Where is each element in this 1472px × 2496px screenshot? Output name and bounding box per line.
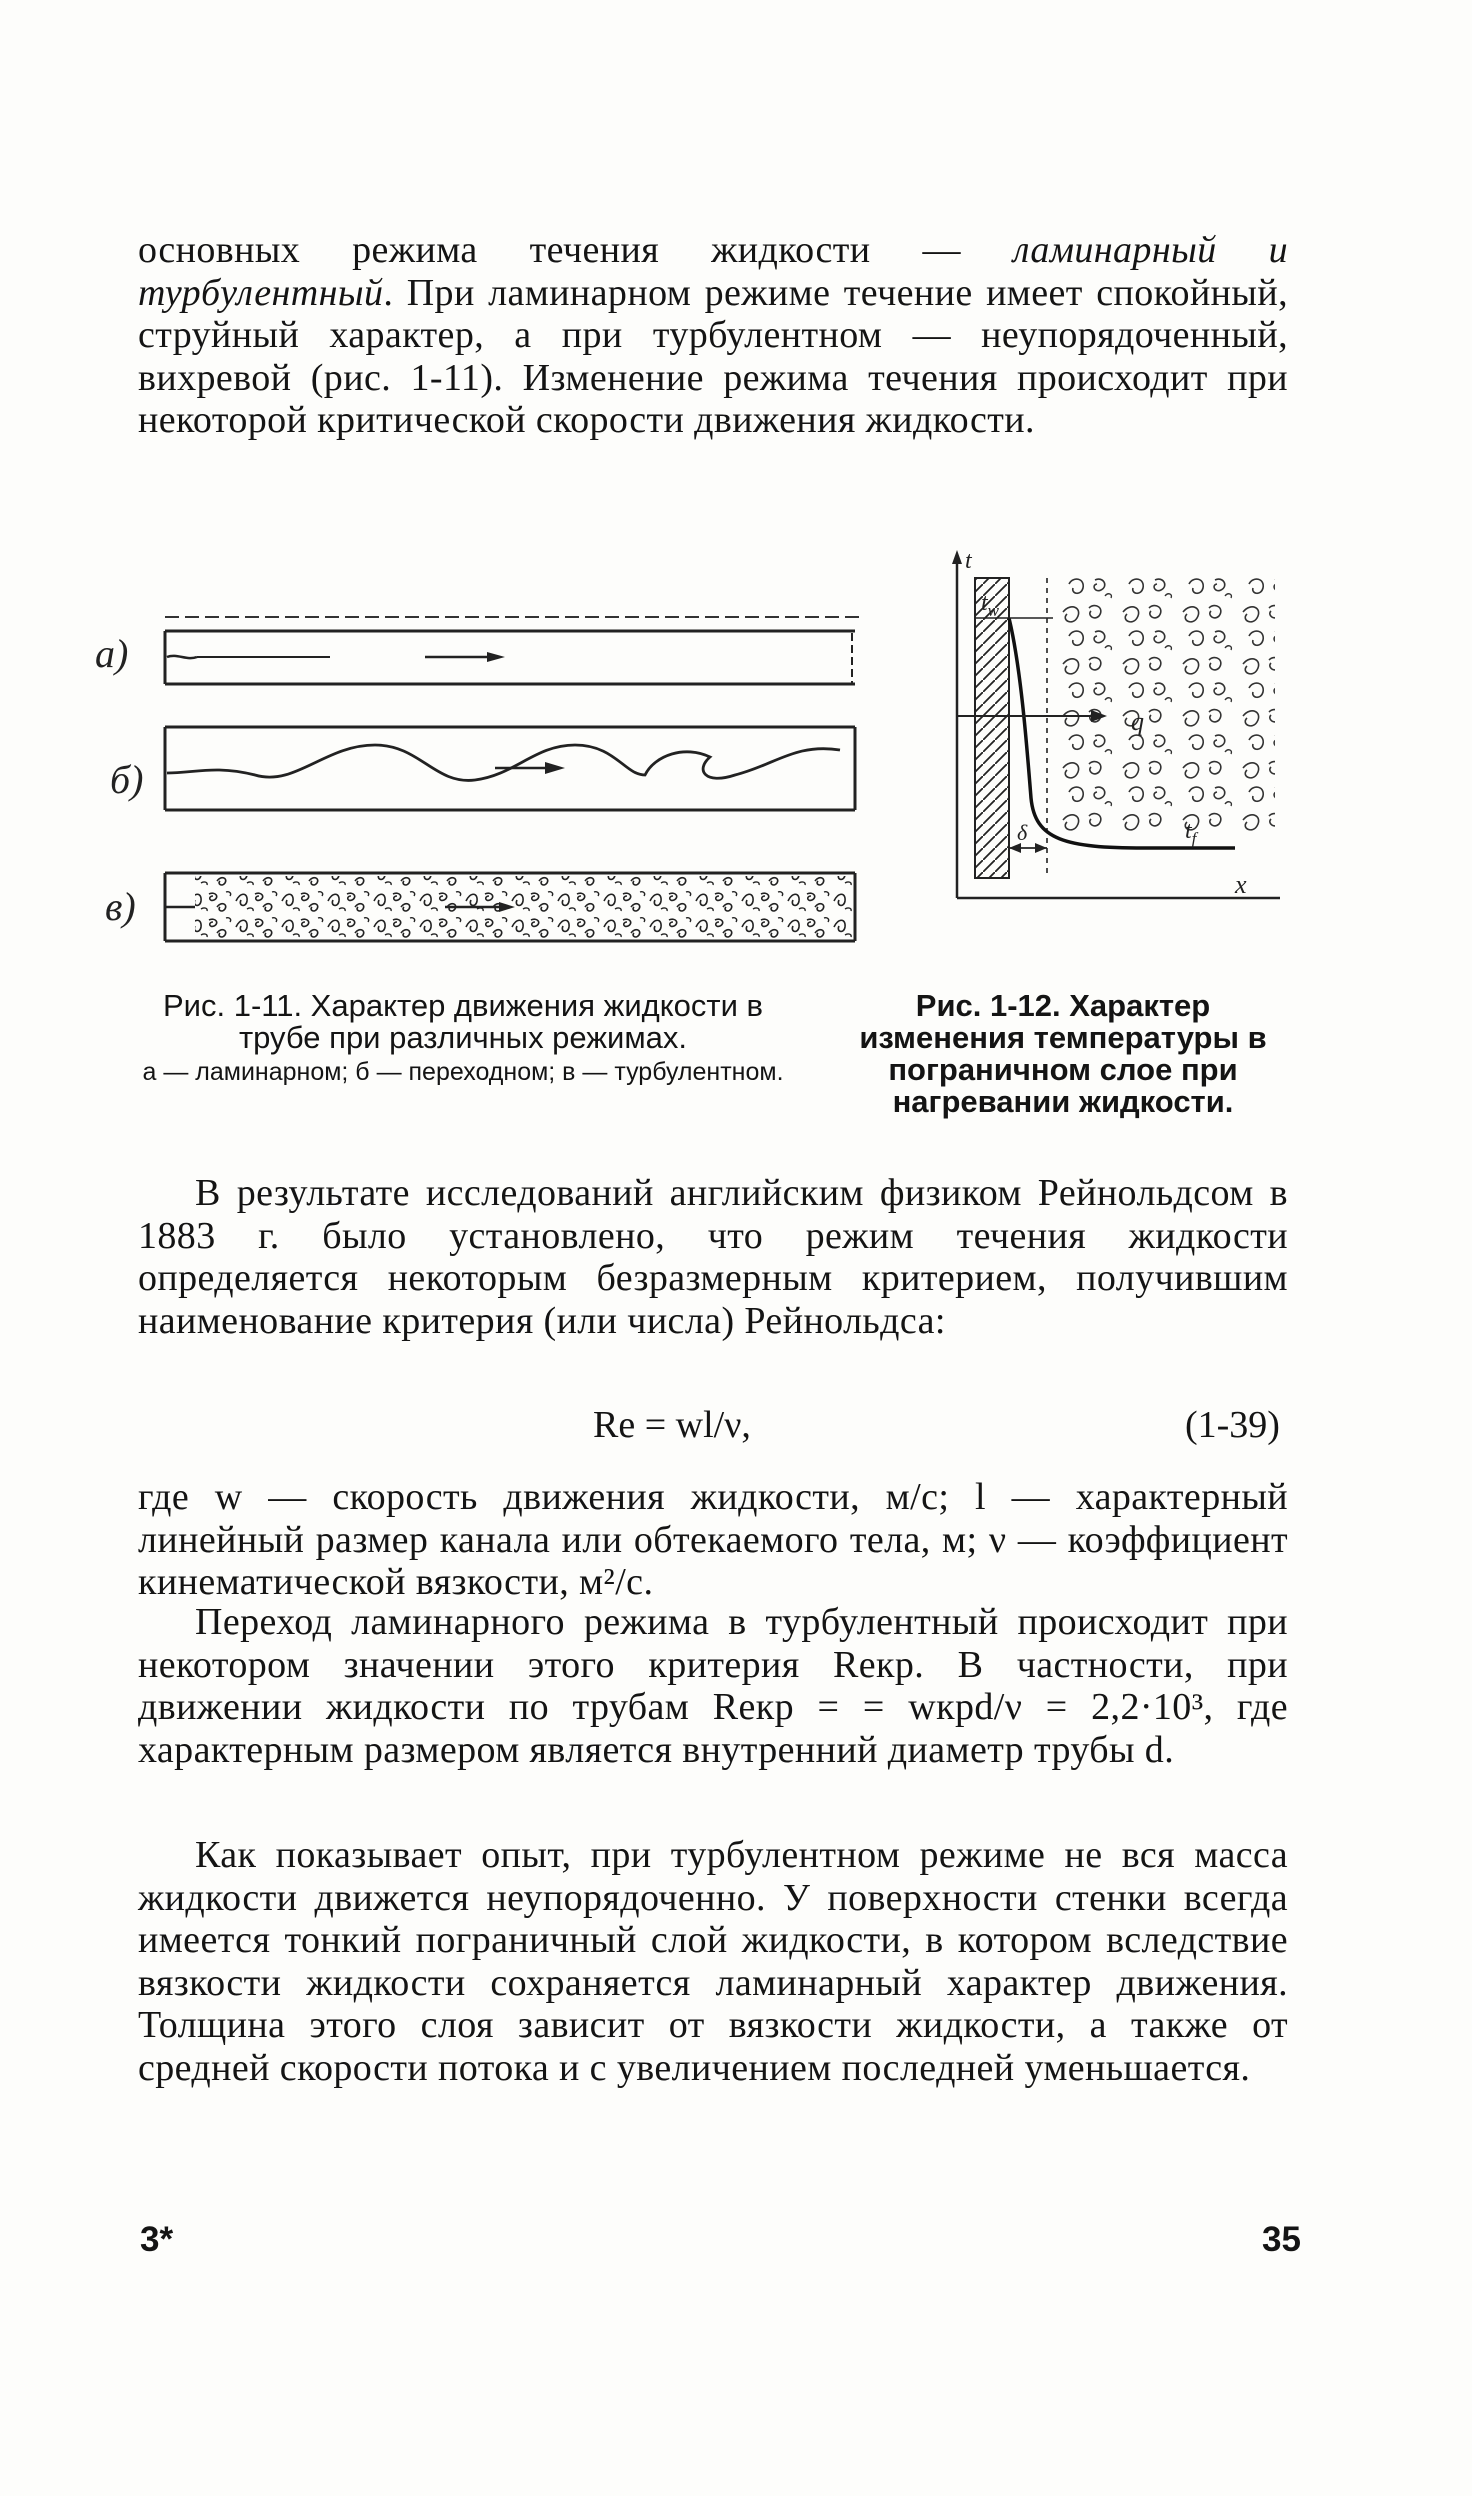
figure-1-12-boundary-layer bbox=[935, 548, 1295, 968]
figure-1-11-pipe-flow bbox=[95, 575, 885, 955]
figure12-label-q: q bbox=[1131, 707, 1144, 736]
figure11-label-a: а) bbox=[95, 631, 129, 676]
paragraph1-italic-terms: ламинарный и турбулентный bbox=[138, 229, 1289, 314]
figure12-label-tw-sub: w bbox=[987, 601, 1000, 620]
figure12-label-tf-sub: f bbox=[1191, 829, 1197, 848]
paragraph1-text-start: основных режима течения жидкости — bbox=[138, 229, 1013, 271]
figure12-label-delta: δ bbox=[1017, 820, 1028, 845]
figure-1-11-legend: а — ламинарном; б — переходном; в — турбулентном. bbox=[142, 1058, 784, 1086]
figure11-label-b: б) bbox=[110, 757, 144, 802]
figure12-label-tw-main: t bbox=[981, 590, 988, 616]
figure-1-12-caption: Рис. 1-12. Характер изменения температуры в пограничном слое при нагревании жидкости. bbox=[859, 988, 1267, 1119]
reynolds-formula: Re = wl/ν, bbox=[593, 1404, 751, 1446]
page-number: 35 bbox=[1262, 2220, 1301, 2259]
paragraph1-text-end: . При ламинарном режиме течение имеет спокойный, струйный характер, а при турбулентном — неупорядоченный, вихревой (рис. 1-11). Изменение режима течения происходит при некоторой критической скорости движения жидкости. bbox=[138, 271, 1288, 442]
figure-1-11-caption: Рис. 1-11. Характер движения жидкости в трубе при различных режимах. bbox=[162, 988, 764, 1055]
paragraph-boundary-layer: Как показывает опыт, при турбулентном режиме не вся масса жидкости движется неупорядоченно. У поверхности стенки всегда имеется тонкий пограничный слой жидкости, в котором вследствие вязкости жидкости сохраняется ламинарный характер движения. Толщина этого слоя зависит от вязкости жидкости, а также от средней скорости потока и с увеличением последней уменьшается. bbox=[138, 1834, 1288, 2089]
figure12-axis-t: t bbox=[965, 548, 972, 574]
paragraph-flow-regimes bbox=[138, 229, 1288, 442]
paragraph-formula-terms: где w — скорость движения жидкости, м/с; l — характерный линейный размер канала или обтекаемого тела, м; ν — коэффициент кинематической вязкости, м²/с. bbox=[138, 1476, 1288, 1604]
paragraph-reynolds-intro: В результате исследований английским физиком Рейнольдсом в 1883 г. было установлено, что режим течения жидкости определяется некоторым безразмерным критерием, получившим наименование критерия (или числа) Рейнольдса: bbox=[138, 1172, 1288, 1342]
paragraph-critical-reynolds: Переход ламинарного режима в турбулентный происходит при некотором значении этого критерия Reкр. В частности, при движении жидкости по трубам Reкр = = wкрd/ν = 2,2·10³, где характерным размером является внутренний диаметр трубы d. bbox=[138, 1601, 1288, 1771]
figure11-label-c: в) bbox=[105, 884, 136, 929]
figure12-axis-x: x bbox=[1235, 870, 1247, 899]
formula-number: (1-39) bbox=[1185, 1404, 1280, 1446]
figure12-label-tf-main: t bbox=[1185, 818, 1192, 844]
printer-signature: 3* bbox=[140, 2220, 174, 2259]
